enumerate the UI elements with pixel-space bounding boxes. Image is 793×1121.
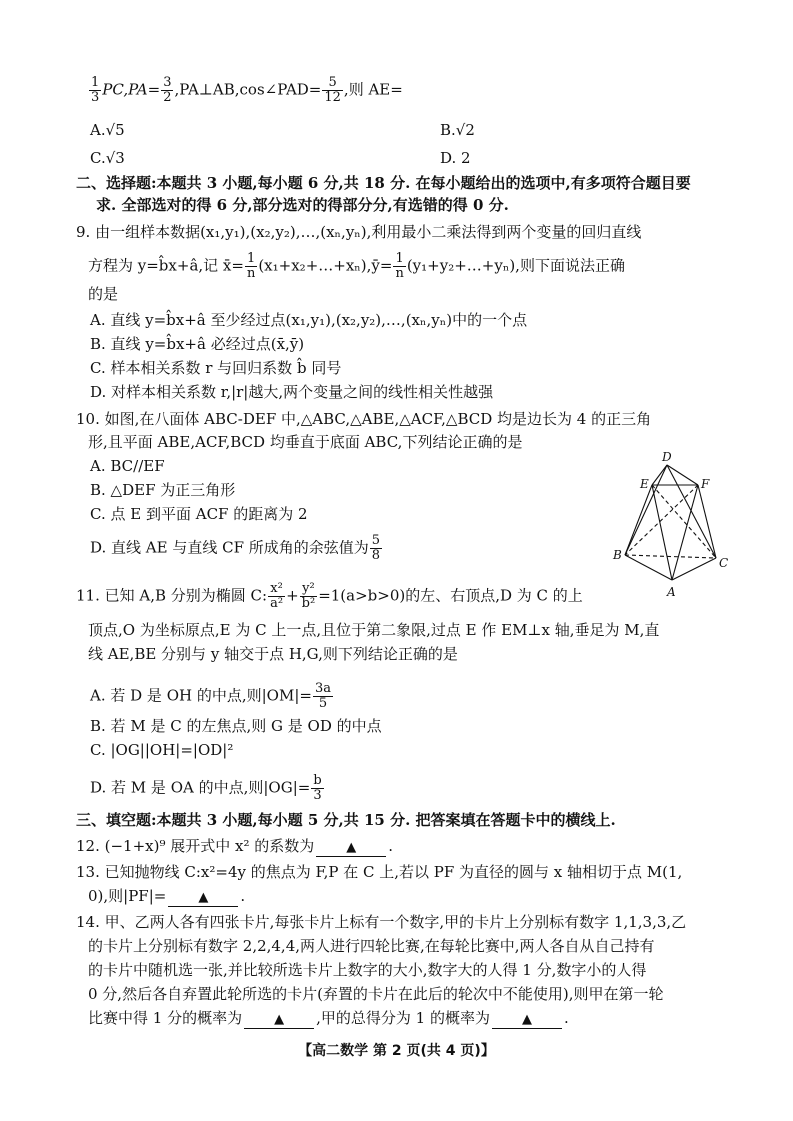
frac <box>322 76 343 105</box>
frac-den: 12 <box>324 90 341 105</box>
frac <box>268 582 285 611</box>
octahedron-figure <box>610 450 740 610</box>
frac-num: y² <box>300 582 318 597</box>
q9-line2 <box>88 252 625 281</box>
frac-num: b <box>313 773 322 788</box>
frac-num: 3 <box>163 75 172 90</box>
frac <box>300 582 318 611</box>
text: 12. (−1+x)⁹ 展开式中 x² 的系数为 <box>76 837 315 855</box>
frac-num: 1 <box>393 252 405 267</box>
label-b: B <box>613 548 622 562</box>
section3-header: 三、填空题:本题共 3 小题,每小题 5 分,共 15 分. 把答案填在答题卡中的横线上. <box>76 811 616 829</box>
text: D. 直线 AE 与直线 CF 所成角的余弦值为 <box>90 538 369 557</box>
frac <box>313 682 333 711</box>
q9-option-c: C. 样本相关系数 r 与回归系数 b̂ 同号 <box>90 359 342 377</box>
q8-option-a: A.√5 <box>90 121 125 139</box>
text: ,PA⊥AB,cos∠PAD= <box>174 80 322 99</box>
text: (y₁+y₂+…+yₙ),则下面说法正确 <box>406 256 625 275</box>
frac-den: 8 <box>371 548 381 563</box>
text: + <box>286 586 299 605</box>
label-a: A <box>667 585 676 599</box>
q10-option-a: A. BC//EF <box>90 457 165 475</box>
frac-num: 5 <box>371 533 381 548</box>
frac-den: n <box>395 266 404 281</box>
q12 <box>76 836 393 857</box>
text: =1(a>b>0)的左、右顶点,D 为 C 的上 <box>318 586 583 605</box>
frac <box>245 252 257 281</box>
frac-den: a² <box>270 596 284 611</box>
q11-option-a <box>90 682 334 711</box>
q9-option-b: B. 直线 y=b̂x+â 必经过点(x̄,ȳ) <box>90 335 305 353</box>
text: A. 若 D 是 OH 的中点,则|OM|= <box>90 686 312 705</box>
q9-option-a: A. 直线 y=b̂x+â 至少经过点(x₁,y₁),(x₂,y₂),…,(xₙ,yₙ)中的一个点 <box>90 311 528 329</box>
q9-line1: 9. 由一组样本数据(x₁,y₁),(x₂,y₂),…,(xₙ,yₙ),利用最小二乘法得到两个变量的回归直线 <box>76 223 642 241</box>
frac <box>370 534 382 563</box>
q11-line1 <box>76 582 583 611</box>
text: . <box>563 1009 569 1027</box>
answer-blank[interactable]: ▲ <box>168 890 238 907</box>
frac <box>311 774 323 803</box>
q10-option-d <box>90 534 383 563</box>
edge-ea <box>652 485 672 580</box>
frac-den: n <box>246 266 256 281</box>
q10-option-b: B. △DEF 为正三角形 <box>90 481 236 499</box>
edge-ec-hidden <box>652 485 716 558</box>
text: (x₁+x₂+…+xₙ),ȳ= <box>258 256 393 275</box>
frac-num: x² <box>268 582 285 597</box>
q14-line1: 14. 甲、乙两人各有四张卡片,每张卡片上标有一个数字,甲的卡片上分别标有数字 1,1,3,3,乙 <box>76 913 687 931</box>
text: PC,PA= <box>102 80 161 99</box>
q9-line3: 的是 <box>88 285 119 303</box>
q14-line5 <box>88 1008 569 1029</box>
q14-line3: 的卡片中随机选一张,并比较所选卡片上数字的大小,数字大的人得 1 分,数字小的人得 <box>88 961 647 979</box>
text: 比赛中得 1 分的概率为 <box>88 1009 243 1027</box>
text: 11. 已知 A,B 分别为椭圆 C: <box>76 586 268 605</box>
text: 0),则|PF|= <box>88 887 167 905</box>
edge-eb <box>625 485 652 555</box>
q10-line2: 形,且平面 ABE,ACF,BCD 均垂直于底面 ABC,下列结论正确的是 <box>88 433 523 451</box>
frac-den: 5 <box>318 696 328 711</box>
answer-blank[interactable]: ▲ <box>316 840 386 857</box>
frac-num: 3a <box>314 681 331 696</box>
frac-num: 5 <box>322 76 343 91</box>
q13-line1: 13. 已知抛物线 C:x²=4y 的焦点为 F,P 在 C 上,若以 PF 为直径的圆与 x 轴相切于点 M(1, <box>76 863 683 881</box>
answer-blank[interactable]: ▲ <box>492 1012 562 1029</box>
frac-den: 3 <box>313 788 322 803</box>
text: . <box>240 887 246 905</box>
q10-line1: 10. 如图,在八面体 ABC-DEF 中,△ABC,△ABE,△ACF,△BCD 均是边长为 4 的正三角 <box>76 410 652 428</box>
q8-stem <box>88 76 403 105</box>
frac-num: 1 <box>91 75 100 90</box>
edge-ca <box>672 558 716 580</box>
text: ,甲的总得分为 1 的概率为 <box>316 1009 490 1027</box>
q10-option-c: C. 点 E 到平面 ACF 的距离为 2 <box>90 505 308 523</box>
edge-ba <box>625 555 672 580</box>
label-f: F <box>701 477 710 491</box>
text: . <box>388 837 394 855</box>
section2-header-1: 二、选择题:本题共 3 小题,每小题 6 分,共 18 分. 在每小题给出的选项中,有多项符合题目要 <box>76 174 691 192</box>
q8-option-b: B.√2 <box>440 121 475 139</box>
section2-header-2: 求. 全部选对的得 6 分,部分选对的得部分分,有选错的得 0 分. <box>96 196 509 214</box>
q14-line2: 的卡片上分别标有数字 2,2,4,4,两人进行四轮比赛,在每轮比赛中,两人各自从自己持有 <box>88 937 655 955</box>
text: ,则 AE= <box>343 80 403 99</box>
frac-num: 1 <box>245 252 257 267</box>
frac-den: 2 <box>163 90 172 105</box>
q8-option-c: C.√3 <box>90 149 125 167</box>
label-d: D <box>662 450 672 464</box>
q13-line2 <box>88 886 245 907</box>
text: D. 若 M 是 OA 的中点,则|OG|= <box>90 778 311 797</box>
q11-line3: 线 AE,BE 分别与 y 轴交于点 H,G,则下列结论正确的是 <box>88 645 458 663</box>
label-c: C <box>719 556 729 570</box>
q8-option-d: D. 2 <box>440 149 471 167</box>
frac-den: b² <box>301 596 316 611</box>
text: 方程为 y=b̂x+â,记 x̄= <box>88 256 244 275</box>
frac <box>161 76 173 105</box>
edge-bc-hidden <box>625 555 716 558</box>
edge-fc <box>698 485 716 558</box>
frac <box>393 252 405 281</box>
q9-option-d: D. 对样本相关系数 r,|r|越大,两个变量之间的线性相关性越强 <box>90 383 494 401</box>
label-e: E <box>640 477 649 491</box>
q11-option-c: C. |OG||OH|=|OD|² <box>90 741 234 759</box>
q11-option-d <box>90 774 325 803</box>
frac <box>89 76 101 105</box>
frac-den: 3 <box>91 90 100 105</box>
q11-line2: 顶点,O 为坐标原点,E 为 C 上一点,且位于第二象限,过点 E 作 EM⊥x 轴,垂足为 M,直 <box>88 621 660 639</box>
q14-line4: 0 分,然后各自弃置此轮所选的卡片(弃置的卡片在此后的轮次中不能使用),则甲在第一轮 <box>88 985 664 1003</box>
q11-option-b: B. 若 M 是 C 的左焦点,则 G 是 OD 的中点 <box>90 717 382 735</box>
answer-blank[interactable]: ▲ <box>244 1012 314 1029</box>
page-footer: 【高二数学 第 2 页(共 4 页)】 <box>298 1043 495 1059</box>
